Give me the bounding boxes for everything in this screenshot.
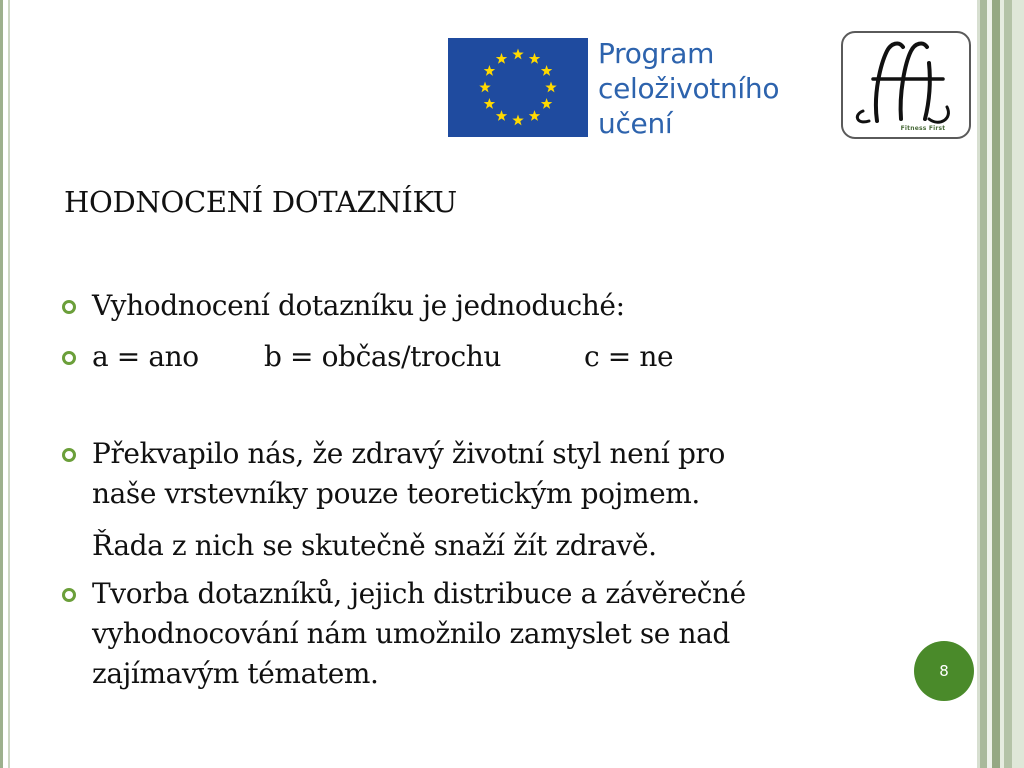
- bullet-item: [62, 286, 862, 326]
- eu-star-icon: [529, 110, 540, 121]
- bullet-text: [92, 434, 862, 514]
- bullet-line: vyhodnocování nám umožnilo zamyslet se nad: [92, 617, 730, 650]
- bullet-text: Vyhodnocení dotazníku je jednoduché:: [92, 289, 625, 322]
- left-border-stripe: [0, 0, 3, 768]
- eu-star-icon: [545, 82, 556, 93]
- eu-logo-line: Program: [598, 37, 715, 70]
- answer-option-a: a = ano: [92, 340, 199, 373]
- bullet-line: naše vrstevníky pouze teoretickým pojmem.: [92, 477, 700, 510]
- continuation-line: [62, 526, 862, 566]
- bullet-marker-icon: [62, 448, 76, 462]
- eu-logo-line: učení: [598, 107, 673, 140]
- eu-star-icon: [541, 98, 552, 109]
- eu-star-icon: [496, 110, 507, 121]
- bullet-item: [62, 574, 862, 694]
- eu-star-icon: [496, 53, 507, 64]
- bullet-line: zajímavým tématem.: [92, 657, 379, 690]
- eu-star-icon: [479, 82, 490, 93]
- right-border-stripe: [1012, 0, 1024, 768]
- bullet-line: Překvapilo nás, že zdravý životní styl není pro: [92, 437, 725, 470]
- bullet-marker-icon: [62, 351, 76, 365]
- eu-program-logo-text: [598, 36, 828, 141]
- right-border-stripe: [1004, 0, 1012, 768]
- answer-option-b: b = občas/trochu: [264, 340, 501, 373]
- eu-star-icon: [512, 49, 523, 60]
- right-border-stripe: [980, 0, 987, 768]
- eu-logo-line: celoživotního: [598, 72, 780, 105]
- bullet-marker-icon: [62, 300, 76, 314]
- eu-flag-icon: [448, 38, 588, 137]
- bullet-item: [62, 337, 862, 377]
- answer-option-c: c = ne: [584, 340, 674, 373]
- eu-star-icon: [512, 115, 523, 126]
- page-number-badge: 8: [914, 641, 974, 701]
- answer-legend: [92, 337, 862, 377]
- bullet-marker-icon: [62, 588, 76, 602]
- eu-star-icon: [541, 65, 552, 76]
- bullet-item: [62, 434, 862, 514]
- bullet-text: [92, 574, 862, 694]
- eu-star-icon: [484, 65, 495, 76]
- bullet-line: Tvorba dotazníků, jejich distribuce a závěrečné: [92, 577, 746, 610]
- eu-star-icon: [529, 53, 540, 64]
- bullet-text: Řada z nich se skutečně snaží žít zdravě.: [92, 529, 657, 562]
- left-border-stripe: [8, 0, 10, 768]
- fitness-first-emblem-icon: [843, 33, 969, 137]
- right-border-stripe: [992, 0, 1000, 768]
- slide-title: HODNOCENÍ DOTAZNÍKU: [64, 185, 457, 219]
- eu-star-icon: [484, 98, 495, 109]
- fitness-first-caption: Fitness First: [900, 125, 946, 132]
- fitness-first-logo: [841, 31, 971, 139]
